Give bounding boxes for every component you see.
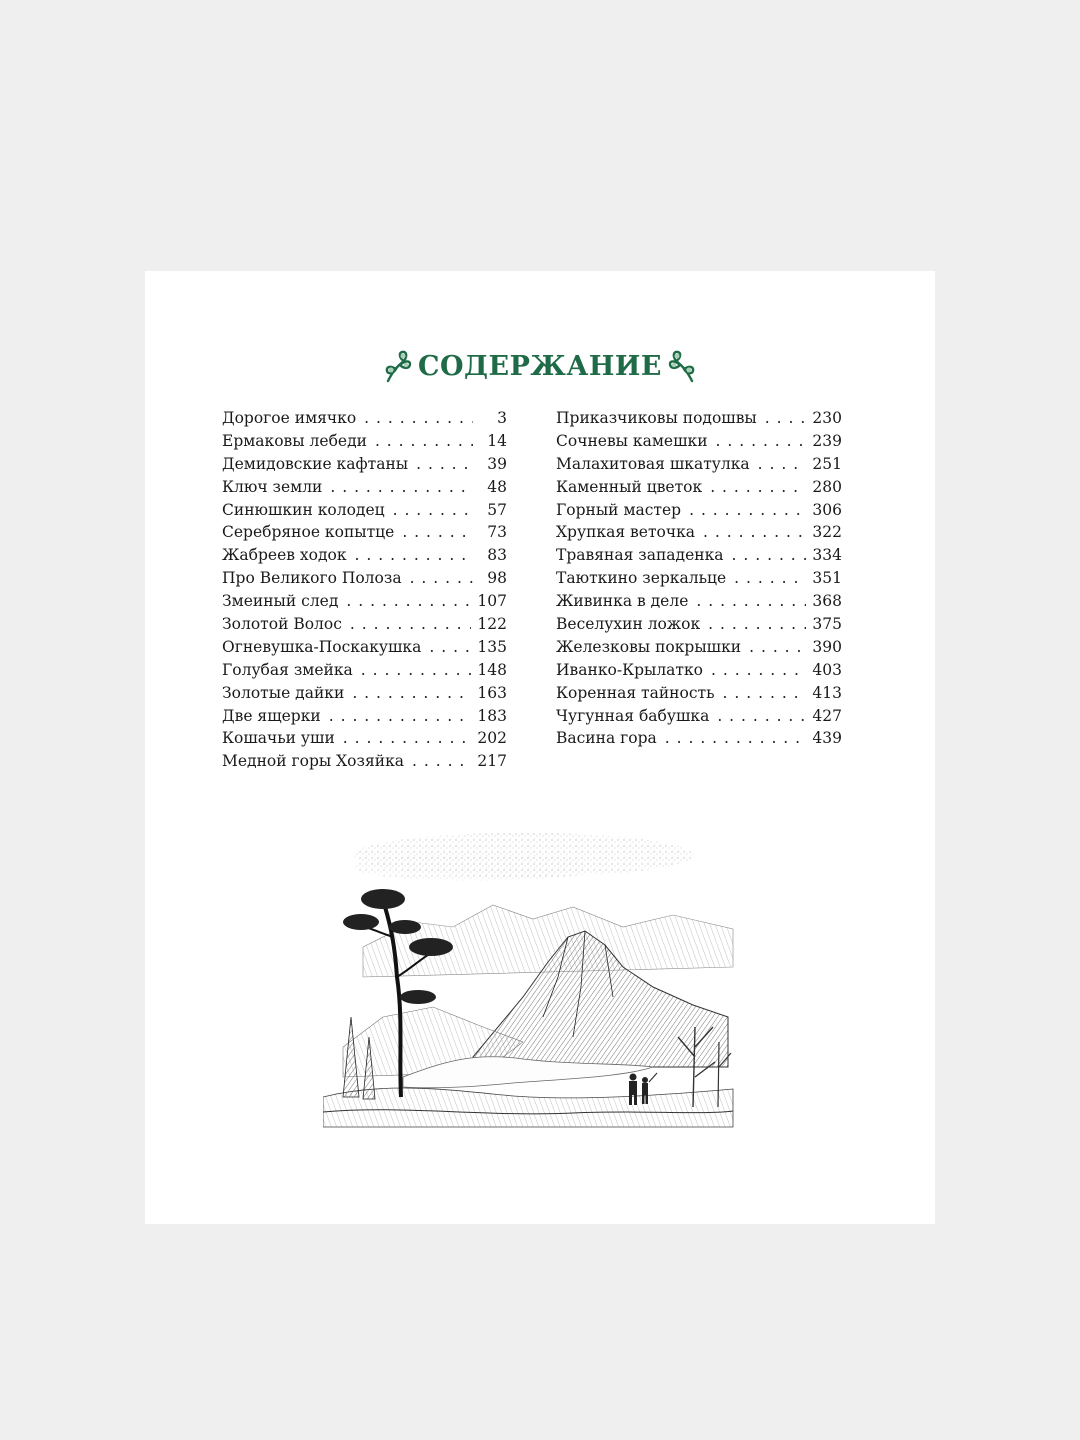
toc-entry-title: Ермаковы лебеди (222, 431, 367, 450)
toc-entry (556, 659, 842, 682)
toc-entry-page: 107 (477, 592, 507, 611)
toc-entry-title: Про Великого Полоза (222, 569, 402, 588)
toc-leader-dots (355, 544, 473, 567)
toc-entry-page: 230 (812, 409, 842, 427)
toc-leader-dots (710, 476, 806, 499)
toc-entry-title: Змеиный след (222, 592, 339, 611)
toc-entry-page: 239 (812, 431, 842, 450)
toc-entry-page: 202 (477, 729, 507, 748)
toc-entry-page: 251 (812, 454, 842, 473)
toc-entry-page: 322 (812, 523, 842, 542)
toc-entry-title: Синюшкин колодец (222, 500, 385, 519)
toc-entry-title: Золотые дайки (222, 683, 345, 702)
toc-entry (222, 613, 507, 636)
toc-entry (556, 521, 842, 544)
toc-entry (222, 705, 507, 728)
toc-entry-page: 217 (477, 752, 507, 771)
toc-entry-title: Дорогое имячко (222, 409, 357, 427)
toc-entry (556, 682, 842, 705)
toc-leader-dots (393, 499, 473, 522)
toc-entry-page: 375 (812, 615, 842, 634)
toc-column-left (222, 407, 507, 773)
toc-leader-dots (716, 430, 807, 453)
toc-leader-dots (723, 682, 807, 705)
toc-entry (222, 430, 507, 453)
toc-entry (222, 636, 507, 659)
toc-entry-title: Жабреев ходок (222, 546, 347, 565)
toc-entry-page: 3 (497, 409, 507, 427)
toc-leader-dots (416, 453, 473, 476)
toc-entry (222, 544, 507, 567)
toc-leader-dots (364, 407, 473, 430)
toc-entry-title: Серебряное копытце (222, 523, 395, 542)
contents-heading (145, 346, 935, 386)
toc-entry-page: 439 (812, 729, 842, 748)
toc-leader-dots (375, 430, 473, 453)
toc-leader-dots (346, 590, 471, 613)
toc-entry-page: 57 (487, 500, 507, 519)
toc-entry-title: Горный мастер (556, 500, 682, 519)
toc-leader-dots (429, 636, 471, 659)
toc-leader-dots (343, 727, 472, 750)
toc-entry (556, 636, 842, 659)
toc-entry-title: Две ящерки (222, 706, 321, 725)
toc-entry-title: Иванко-Крылатко (556, 660, 704, 679)
toc-entry-title: Сочневы камешки (556, 431, 708, 450)
toc-entry-title: Чугунная бабушка (556, 706, 710, 725)
toc-entry-title: Демидовские кафтаны (222, 454, 409, 473)
toc-entry (556, 544, 842, 567)
toc-leader-dots (350, 613, 471, 636)
toc-entry (556, 567, 842, 590)
toc-entry-page: 122 (477, 615, 507, 634)
toc-entry (556, 430, 842, 453)
toc-entry-page: 183 (477, 706, 507, 725)
toc-leader-dots (330, 476, 473, 499)
toc-entry-page: 351 (812, 569, 842, 588)
toc-entry-title: Коренная тайность (556, 683, 715, 702)
toc-entry-page: 368 (812, 592, 842, 611)
book-page (145, 271, 935, 1224)
toc-entry (222, 476, 507, 499)
toc-entry (222, 659, 507, 682)
toc-entry-page: 135 (477, 637, 507, 656)
toc-entry-page: 334 (812, 546, 842, 565)
toc-entry-page: 163 (477, 683, 507, 702)
toc-entry-page: 73 (487, 523, 507, 542)
toc-entry-page: 390 (812, 637, 842, 656)
toc-entry (222, 453, 507, 476)
page-title: СОДЕРЖАНИЕ (418, 350, 662, 382)
toc-entry-page: 280 (812, 477, 842, 496)
toc-leader-dots (329, 705, 472, 728)
toc-entry-title: Малахитовая шкатулка (556, 454, 750, 473)
toc-entry (556, 453, 842, 476)
toc-entry-page: 148 (477, 660, 507, 679)
toc-leader-dots (758, 453, 807, 476)
toc-entry (222, 499, 507, 522)
toc-entry (222, 750, 507, 773)
toc-entry (556, 476, 842, 499)
toc-entry-title: Кошачьи уши (222, 729, 335, 748)
toc-column-right (556, 407, 842, 750)
toc-leader-dots (689, 499, 806, 522)
toc-entry-page: 98 (487, 569, 507, 588)
toc-entry (556, 613, 842, 636)
toc-leader-dots (703, 521, 806, 544)
toc-entry-title: Медной горы Хозяйка (222, 752, 405, 771)
leaf-ornament-icon (666, 349, 698, 383)
toc-leader-dots (765, 407, 807, 430)
toc-entry (222, 590, 507, 613)
toc-entry-title: Веселухин ложок (556, 615, 701, 634)
toc-entry (222, 521, 507, 544)
toc-leader-dots (708, 613, 806, 636)
toc-entry (556, 705, 842, 728)
toc-entry-title: Огневушка-Поскакушка (222, 637, 422, 656)
toc-entry-page: 413 (812, 683, 842, 702)
toc-entry (556, 727, 842, 750)
toc-entry-title: Таюткино зеркальце (556, 569, 727, 588)
toc-entry (222, 407, 507, 430)
toc-leader-dots (352, 682, 471, 705)
toc-entry (556, 407, 842, 430)
toc-leader-dots (412, 750, 471, 773)
toc-entry (556, 590, 842, 613)
toc-entry (222, 727, 507, 750)
toc-leader-dots (711, 659, 806, 682)
toc-leader-dots (696, 590, 806, 613)
toc-entry-page: 14 (487, 431, 507, 450)
toc-entry-page: 427 (812, 706, 842, 725)
toc-leader-dots (717, 705, 806, 728)
toc-entry (222, 682, 507, 705)
toc-leader-dots (732, 544, 807, 567)
toc-entry-title: Голубая змейка (222, 660, 353, 679)
toc-entry-title: Ключ земли (222, 477, 323, 496)
toc-leader-dots (665, 727, 807, 750)
toc-entry-page: 83 (487, 546, 507, 565)
toc-entry (222, 567, 507, 590)
leaf-ornament-icon (382, 349, 414, 383)
toc-entry-page: 403 (812, 660, 842, 679)
toc-entry-page: 39 (487, 454, 507, 473)
toc-leader-dots (410, 567, 473, 590)
toc-entry-title: Золотой Волос (222, 615, 342, 634)
toc-entry-title: Васина гора (556, 729, 657, 748)
mountain-landscape-illustration (323, 827, 743, 1137)
toc-entry-page: 306 (812, 500, 842, 519)
toc-entry-title: Травяная западенка (556, 546, 724, 565)
toc-leader-dots (361, 659, 472, 682)
toc-entry-title: Приказчиковы подошвы (556, 409, 757, 427)
toc-entry-title: Хрупкая веточка (556, 523, 696, 542)
toc-entry-title: Железковы покрышки (556, 637, 742, 656)
toc-entry (556, 499, 842, 522)
toc-entry-title: Живинка в деле (556, 592, 689, 611)
toc-entry-page: 48 (487, 477, 507, 496)
toc-entry-title: Каменный цветок (556, 477, 703, 496)
toc-leader-dots (734, 567, 806, 590)
toc-leader-dots (402, 521, 473, 544)
toc-leader-dots (749, 636, 806, 659)
